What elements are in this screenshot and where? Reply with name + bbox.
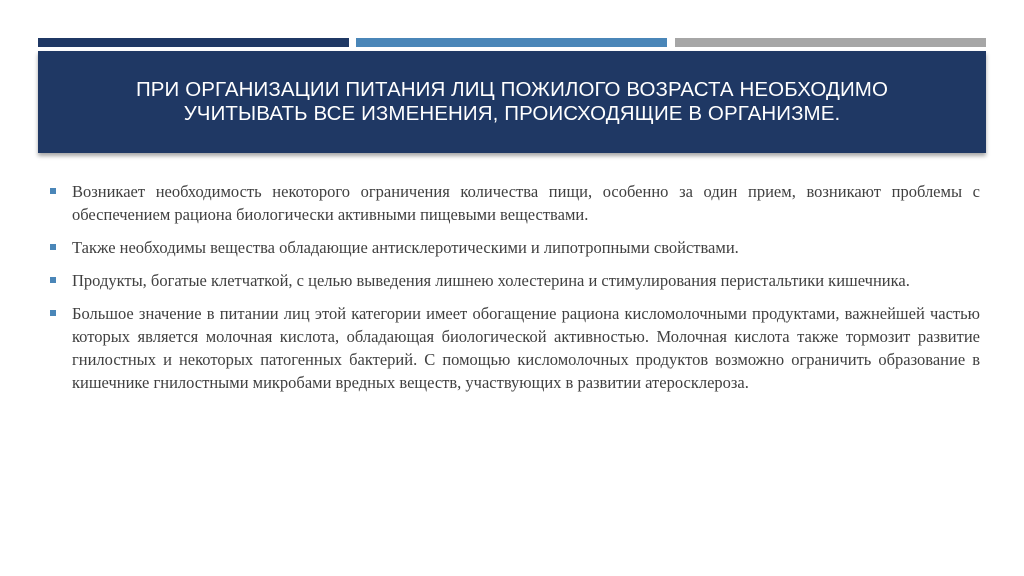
top-stripe-gray — [675, 38, 986, 47]
title-band — [38, 51, 986, 153]
square-bullet-icon — [50, 244, 56, 250]
bullet-text: Также необходимы вещества обладающие антисклеротическими и липотропными свойствами. — [72, 238, 739, 257]
bullet-item — [50, 180, 980, 226]
bullet-text: Продукты, богатые клетчаткой, с целью выведения лишнею холестерина и стимулирования перистальтики кишечника. — [72, 271, 910, 290]
bullet-list — [50, 180, 980, 394]
top-stripe-dark — [38, 38, 349, 47]
top-stripe-blue — [356, 38, 667, 47]
slide-content — [50, 180, 980, 404]
bullet-item — [50, 236, 980, 259]
square-bullet-icon — [50, 188, 56, 194]
bullet-text: Возникает необходимость некоторого ограничения количества пищи, особенно за один прием, возникают проблемы с обеспечением рациона биологически активными пищевыми веществами. — [72, 182, 980, 224]
bullet-item — [50, 302, 980, 394]
bullet-item — [50, 269, 980, 292]
square-bullet-icon — [50, 310, 56, 316]
bullet-text: Большое значение в питании лиц этой категории имеет обогащение рациона кисломолочными продуктами, важнейшей частью которых является молочная кислота, обладающая биологической активностью. Молочная кислота также тормозит развитие гнилостных и некоторых патогенных бактерий. С помощью кисломолочных продуктов возможно ограничить образование в кишечнике гнилостными микробами вредных веществ, участвующих в развитии атеросклероза. — [72, 304, 980, 392]
square-bullet-icon — [50, 277, 56, 283]
slide-title: ПРИ ОРГАНИЗАЦИИ ПИТАНИЯ ЛИЦ ПОЖИЛОГО ВОЗРАСТА НЕОБХОДИМО УЧИТЫВАТЬ ВСЕ ИЗМЕНЕНИЯ, ПРОИСХОДЯЩИЕ В ОРГАНИЗМЕ. — [135, 78, 889, 125]
